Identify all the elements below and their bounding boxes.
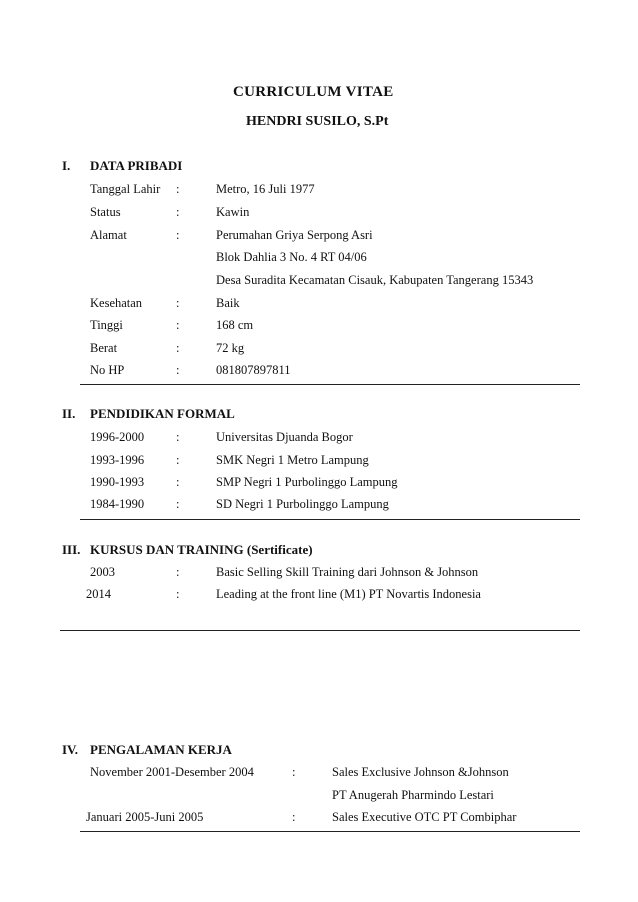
row-label: 2003 — [90, 565, 115, 579]
row-separator: : — [176, 587, 180, 601]
row-value: SMK Negri 1 Metro Lampung — [216, 453, 369, 467]
row-value: Kawin — [216, 205, 250, 219]
row-separator: : — [176, 228, 180, 242]
row-separator: : — [176, 475, 180, 489]
candidate-name: HENDRI SUSILO, S.Pt — [246, 114, 389, 129]
row-separator: : — [176, 296, 180, 310]
row-label: Januari 2005-Juni 2005 — [86, 810, 204, 824]
row-separator: : — [176, 565, 180, 579]
row-separator: : — [176, 453, 180, 467]
row-value: Universitas Djuanda Bogor — [216, 430, 353, 444]
row-separator: : — [176, 497, 180, 511]
row-separator: : — [292, 810, 296, 824]
row-label: Alamat — [90, 228, 127, 242]
row-value: Baik — [216, 296, 240, 310]
row-value: PT Anugerah Pharmindo Lestari — [332, 788, 494, 802]
row-value: 72 kg — [216, 341, 245, 355]
section-divider — [80, 384, 580, 385]
row-separator: : — [292, 765, 296, 779]
row-value: Leading at the front line (M1) PT Novartis Indonesia — [216, 587, 481, 601]
row-value: Desa Suradita Kecamatan Cisauk, Kabupaten Tangerang 15343 — [216, 273, 534, 287]
row-value: Metro, 16 Juli 1977 — [216, 182, 315, 196]
row-label: No HP — [90, 363, 125, 377]
section-title-pendidikan: PENDIDIKAN FORMAL — [90, 406, 235, 421]
row-value: Blok Dahlia 3 No. 4 RT 04/06 — [216, 250, 367, 264]
row-label: 1990-1993 — [90, 475, 145, 489]
section-number: I. — [62, 158, 71, 173]
row-separator: : — [176, 182, 180, 196]
row-value: Sales Exclusive Johnson &Johnson — [332, 765, 509, 779]
row-value: Sales Executive OTC PT Combiphar — [332, 810, 517, 824]
row-value: Perumahan Griya Serpong Asri — [216, 228, 373, 242]
row-label: Kesehatan — [90, 296, 143, 310]
section-number: IV. — [62, 742, 79, 757]
row-separator: : — [176, 318, 180, 332]
row-label: November 2001-Desember 2004 — [90, 765, 254, 779]
row-label: Status — [90, 205, 121, 219]
row-separator: : — [176, 363, 180, 377]
section-divider — [60, 630, 580, 631]
row-separator: : — [176, 205, 180, 219]
row-label: Tanggal Lahir — [90, 182, 161, 196]
section-number: II. — [62, 406, 76, 421]
row-separator: : — [176, 430, 180, 444]
document-title: CURRICULUM VITAE — [233, 84, 394, 100]
row-label: 2014 — [86, 587, 111, 601]
row-label: Tinggi — [90, 318, 123, 332]
section-number: III. — [62, 542, 81, 557]
row-separator: : — [176, 341, 180, 355]
section-divider — [80, 519, 580, 520]
row-value: 081807897811 — [216, 363, 291, 377]
row-label: Berat — [90, 341, 118, 355]
section-title-data-pribadi: DATA PRIBADI — [90, 158, 183, 173]
section-divider — [80, 831, 580, 832]
row-label: 1984-1990 — [90, 497, 145, 511]
row-value: 168 cm — [216, 318, 254, 332]
row-label: 1993-1996 — [90, 453, 145, 467]
row-value: SMP Negri 1 Purbolinggo Lampung — [216, 475, 398, 489]
row-value: Basic Selling Skill Training dari Johnson & Johnson — [216, 565, 479, 579]
section-title-pengalaman: PENGALAMAN KERJA — [90, 742, 232, 757]
section-title-kursus: KURSUS DAN TRAINING (Sertificate) — [90, 542, 313, 557]
row-label: 1996-2000 — [90, 430, 145, 444]
row-value: SD Negri 1 Purbolinggo Lampung — [216, 497, 389, 511]
